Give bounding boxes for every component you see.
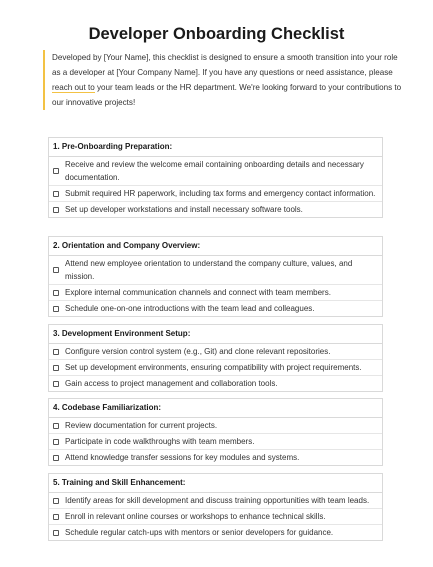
checklist-item-label: Participate in code walkthroughs with team members. (65, 437, 255, 446)
checklist-item-label: Review documentation for current projects. (65, 421, 218, 430)
checklist-item-label: Submit required HR paperwork, including tax forms and emergency contact information. (65, 189, 376, 198)
section-title: 4. Codebase Familiarization: (49, 399, 382, 418)
checklist-item-label: Attend new employee orientation to understand the company culture, values, and mission. (65, 259, 353, 281)
intro-paragraph (43, 50, 407, 110)
intro-text-start: Developed by [Your Name], this checklist is designed to ensure a smooth transition into your role as a developer at [Your Company Name]. If you have any questions or need assistance, please (52, 53, 398, 77)
checkbox-icon[interactable] (53, 290, 59, 296)
checklist-item (49, 157, 382, 186)
checkbox-icon[interactable] (53, 207, 59, 213)
checklist-item (49, 285, 382, 301)
checklist-item (49, 418, 382, 434)
section-title: 1. Pre-Onboarding Preparation: (49, 138, 382, 157)
checkbox-icon[interactable] (53, 455, 59, 461)
checklist-item-label: Schedule one-on-one introductions with the team lead and colleagues. (65, 304, 315, 313)
checklist-section (48, 473, 383, 541)
checklist-item (49, 493, 382, 509)
checklist-item (49, 376, 382, 391)
intro-highlight-link[interactable]: reach out to (52, 83, 95, 92)
page-title: Developer Onboarding Checklist (88, 25, 345, 43)
checklist-item (49, 525, 382, 540)
checkbox-icon[interactable] (53, 168, 59, 174)
checklist-item (49, 434, 382, 450)
intro-text-end: your team leads or the HR department. We're looking forward to your contributions to our innovative projects! (52, 83, 402, 107)
checkbox-icon[interactable] (53, 423, 59, 429)
checklist-section (48, 236, 383, 317)
checklist-item-label: Gain access to project management and collaboration tools. (65, 379, 278, 388)
checklist-item (49, 301, 382, 316)
checklist-item (49, 202, 382, 217)
checklist-item-label: Identify areas for skill development and discuss training opportunities with team leads. (65, 496, 370, 505)
checkbox-icon[interactable] (53, 439, 59, 445)
checkbox-icon[interactable] (53, 267, 59, 273)
checklist-section (48, 398, 383, 466)
checklist-item-label: Enroll in relevant online courses or workshops to enhance technical skills. (65, 512, 326, 521)
section-title: 5. Training and Skill Enhancement: (49, 474, 382, 493)
checkbox-icon[interactable] (53, 365, 59, 371)
checklist-item (49, 344, 382, 360)
checklist-item-label: Explore internal communication channels and connect with team members. (65, 288, 331, 297)
checklist-item-label: Set up developer workstations and install necessary software tools. (65, 205, 303, 214)
checklist-item-label: Configure version control system (e.g., Git) and clone relevant repositories. (65, 347, 331, 356)
checklist-item (49, 450, 382, 465)
checkbox-icon[interactable] (53, 306, 59, 312)
checklist-item (49, 186, 382, 202)
section-title: 3. Development Environment Setup: (49, 325, 382, 344)
checkbox-icon[interactable] (53, 349, 59, 355)
checkbox-icon[interactable] (53, 530, 59, 536)
checkbox-icon[interactable] (53, 514, 59, 520)
checklist-item-label: Receive and review the welcome email containing onboarding details and necessary documentation. (65, 160, 364, 182)
checkbox-icon[interactable] (53, 381, 59, 387)
checklist-section (48, 137, 383, 218)
checklist-item (49, 509, 382, 525)
checkbox-icon[interactable] (53, 498, 59, 504)
checklist-item-label: Attend knowledge transfer sessions for key modules and systems. (65, 453, 300, 462)
checklist-item-label: Set up development environments, ensuring compatibility with project requirements. (65, 363, 362, 372)
checklist-section (48, 324, 383, 392)
checkbox-icon[interactable] (53, 191, 59, 197)
checklist-item (49, 256, 382, 285)
section-title: 2. Orientation and Company Overview: (49, 237, 382, 256)
checklist-item-label: Schedule regular catch-ups with mentors or senior developers for guidance. (65, 528, 334, 537)
checklist-item (49, 360, 382, 376)
